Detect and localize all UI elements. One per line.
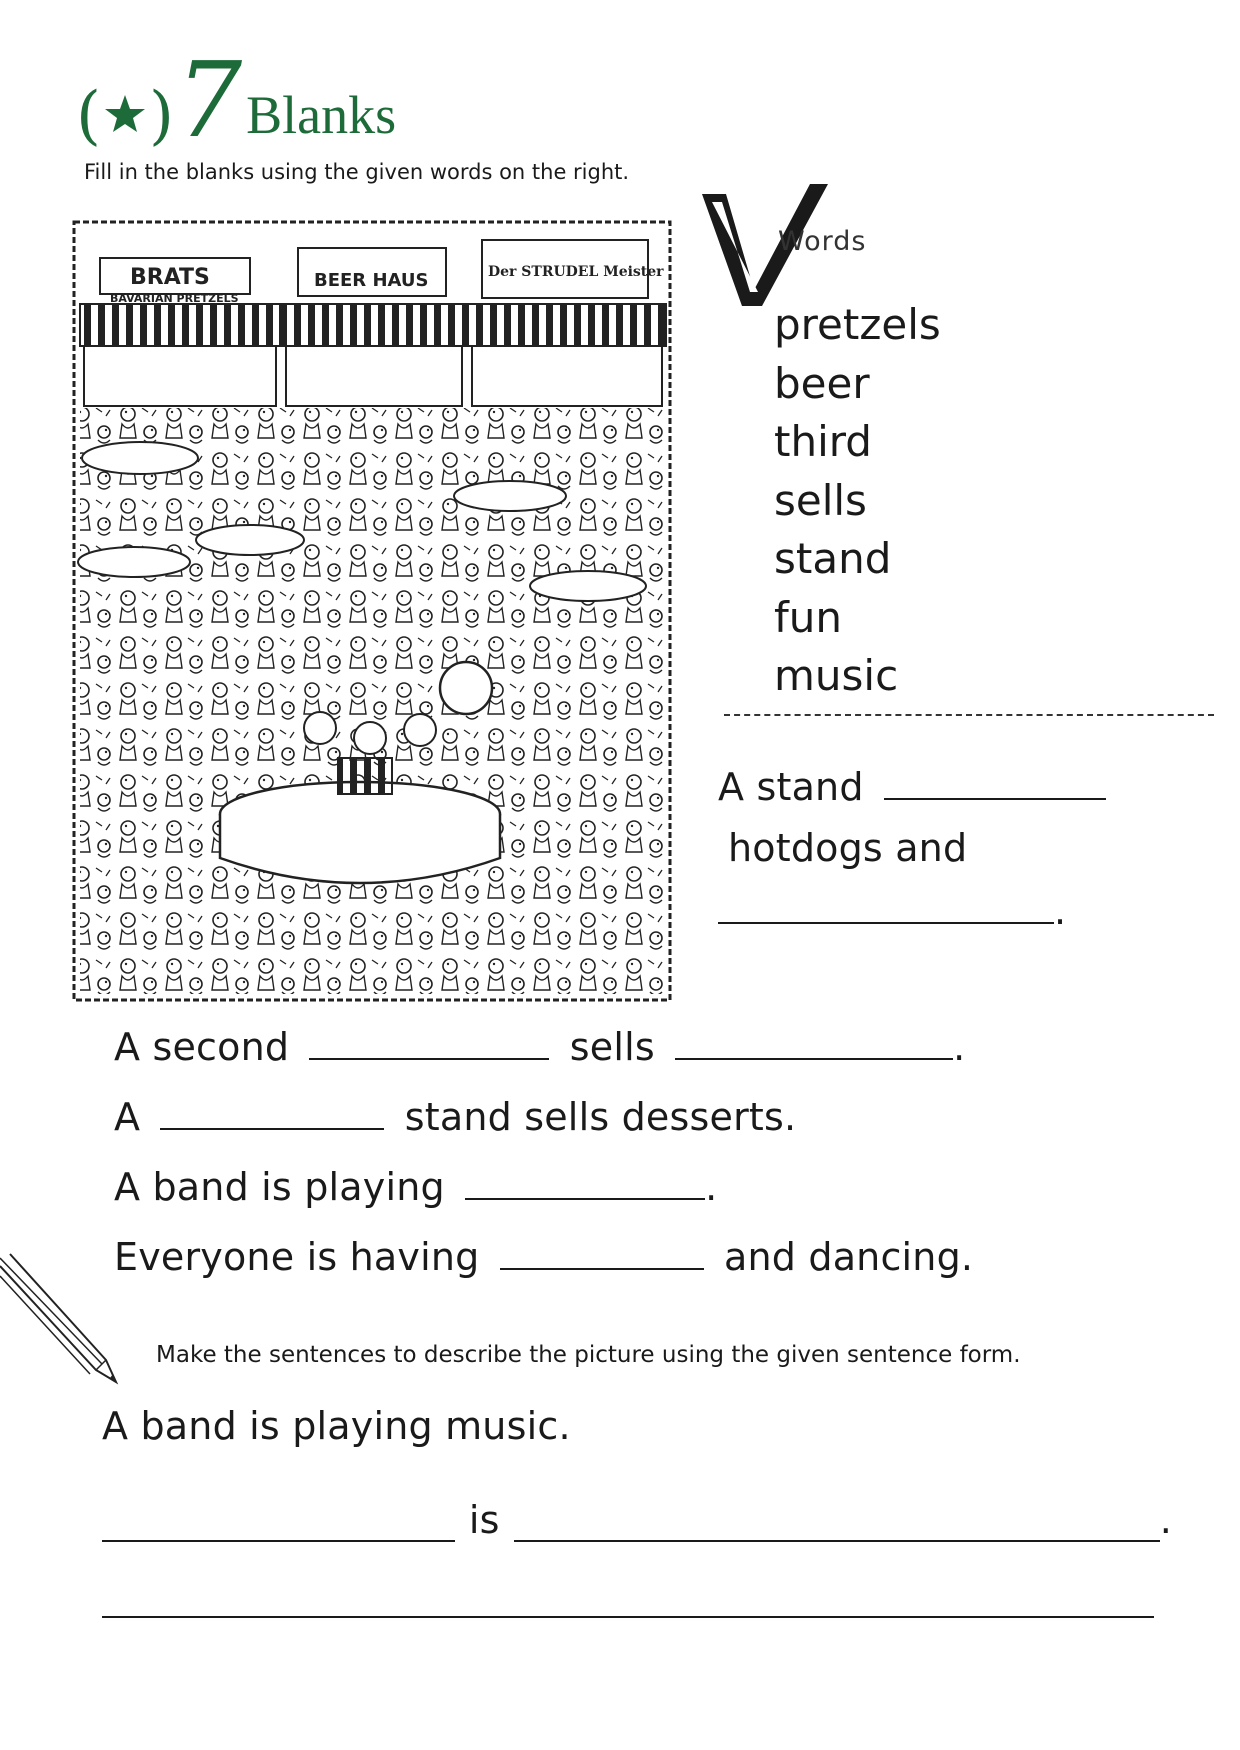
blank-field[interactable] (718, 888, 1054, 924)
blank-field[interactable] (675, 1024, 953, 1060)
sign-beer-haus: BEER HAUS (314, 270, 429, 291)
blank-field[interactable] (102, 1506, 455, 1542)
sentence-1-line-3 (718, 888, 1066, 933)
sentence-4-text: A band is playing (114, 1165, 445, 1210)
sentence-3-text: stand sells desserts. (404, 1095, 797, 1140)
sentence-3-text: A (114, 1095, 141, 1140)
sign-strudel: Der STRUDEL Meister (488, 264, 664, 280)
blank-field[interactable] (514, 1506, 1160, 1542)
sentence-4 (114, 1164, 717, 1209)
sentence-1-line-2 (728, 826, 967, 870)
word-item: sells (774, 475, 867, 525)
instruction-text-2: Make the sentences to describe the picture using the given sentence form. (156, 1342, 1021, 1368)
worksheet-logo (76, 39, 397, 162)
logo-number: 7 (175, 39, 243, 162)
sentence-1-text: hotdogs and (728, 826, 968, 870)
word-item: stand (774, 534, 892, 583)
word-item: fun (774, 592, 843, 642)
festival-illustration (70, 218, 674, 1004)
sentence-1-period: . (1054, 889, 1067, 934)
word-item: music (774, 651, 899, 700)
logo-paren-open: ( (76, 79, 101, 153)
star-icon (103, 92, 147, 136)
sign-pretzels: BAVARIAN PRETZELS (110, 292, 239, 305)
instruction-text: Fill in the blanks using the given words on the right. (84, 160, 630, 184)
writing-line[interactable] (102, 1616, 1154, 1618)
sentence-4-period: . (705, 1165, 718, 1210)
sentence-2-period: . (953, 1025, 966, 1070)
sentence-5-text: and dancing. (724, 1235, 974, 1280)
blank-field[interactable] (500, 1234, 704, 1270)
form-period: . (1159, 1498, 1172, 1542)
blank-field[interactable] (160, 1094, 384, 1130)
words-title: Words (778, 226, 867, 257)
logo-word: Blanks (246, 85, 397, 145)
word-item: third (774, 417, 872, 466)
pencil-icon (0, 1230, 130, 1390)
blank-field[interactable] (309, 1024, 549, 1060)
form-word-is: is (468, 1498, 500, 1542)
word-bank (774, 296, 941, 706)
blank-field[interactable] (465, 1164, 705, 1200)
sentence-2-text: A second (114, 1025, 290, 1070)
sentence-2-text: sells (569, 1025, 655, 1070)
sentence-form-line (102, 1492, 1172, 1542)
sign-brats: BRATS (130, 265, 210, 290)
logo-paren-close: ) (148, 79, 174, 153)
sentence-2 (114, 1024, 965, 1069)
sentence-1-text: A stand (718, 765, 864, 810)
divider-dashed (724, 714, 1214, 716)
word-item: beer (774, 358, 870, 408)
sentence-1-line-1 (718, 764, 1106, 809)
sentence-5 (114, 1234, 973, 1279)
sentence-3 (114, 1094, 796, 1139)
sentence-5-text: Everyone is having (114, 1235, 480, 1280)
blank-field[interactable] (884, 764, 1106, 800)
example-sentence: A band is playing music. (102, 1404, 571, 1448)
word-item: pretzels (774, 300, 941, 349)
